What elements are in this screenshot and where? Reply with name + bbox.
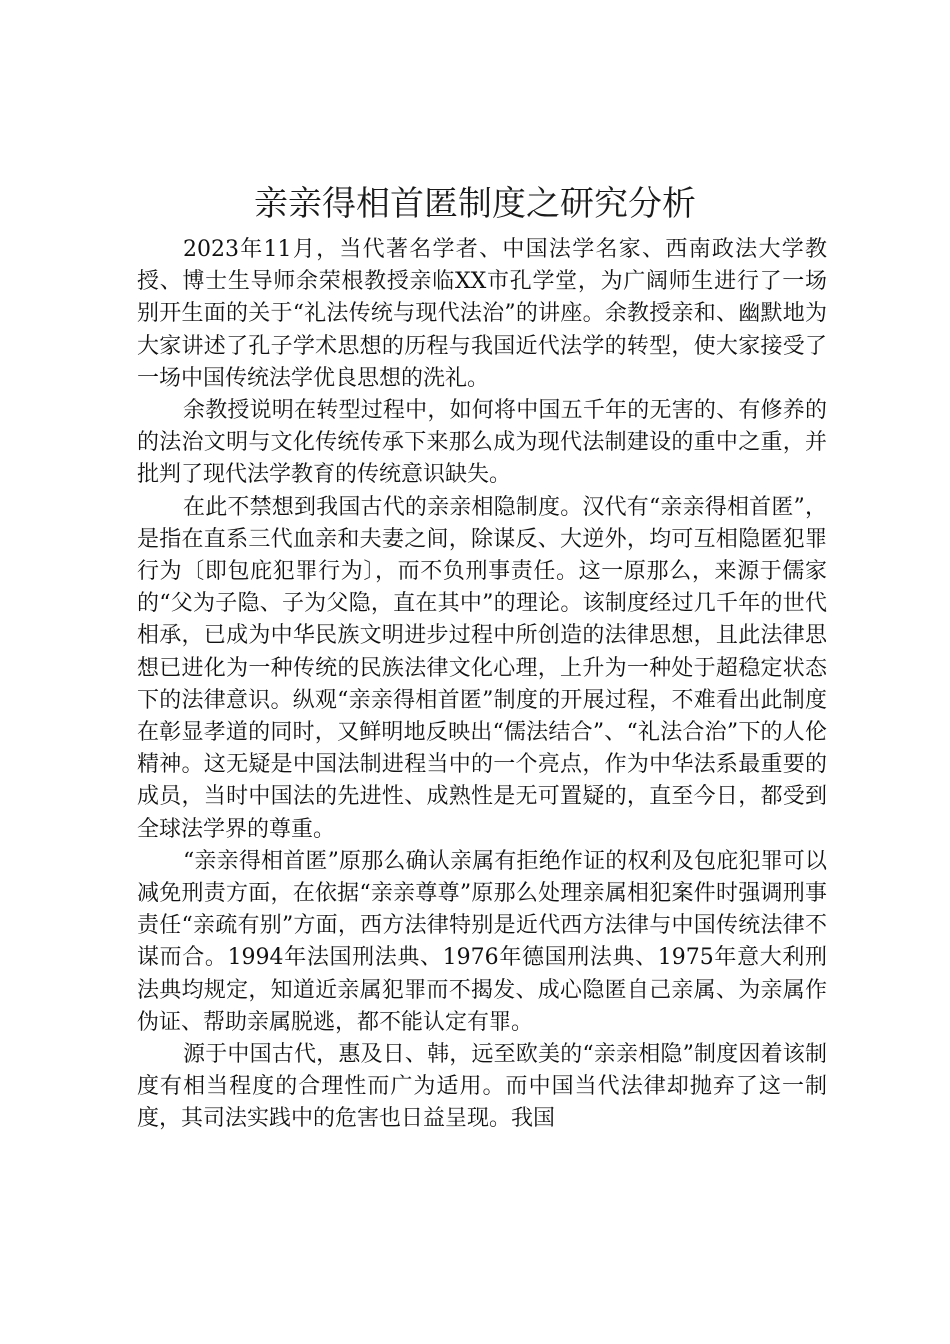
paragraph: 余教授说明在转型过程中，如何将中国五千年的无害的、有修养的的法治文明与文化传统传承下来那么成为现代法制建设的重中之重，并批判了现代法学教育的传统意识缺失。 bbox=[137, 398, 827, 488]
paragraph: 在此不禁想到我国古代的亲亲相隐制度。汉代有“亲亲得相首匿”，是指在直系三代血亲和夫妻之间，除谋反、大逆外，均可互相隐匿犯罪行为〔即包庇犯罪行为〕，而不负刑事责任。这一原那么，来源于儒家的“父为子隐、子为父隐，直在其中”的理论。该制度经过几千年的世代相承，已成为中华民族文明进步过程中所创造的法律思想，且此法律思想已进化为一种传统的民族法律文化心理，上升为一种处于超稳定状态下的法律意识。纵观“亲亲得相首匿”制度的开展过程，不难看出此制度在彰显孝道的同时，又鲜明地反映出“儒法结合”、“礼法合治”下的人伦精神。这无疑是中国法制进程当中的一个亮点，作为中华法系最重要的成员，当时中国法的先进性、成熟性是无可置疑的，直至今日，都受到全球法学界的尊重。 bbox=[137, 494, 827, 842]
paragraph: “亲亲得相首匿”原那么确认亲属有拒绝作证的权利及包庇犯罪可以减免刑责方面，在依据“亲亲尊尊”原那么处理亲属相犯案件时强调刑事责任“亲疏有别”方面，西方法律特别是近代西方法律与中国传统法律不谋而合。1994年法国刑法典、1976年德国刑法典、1975年意大利刑法典均规定，知道近亲属犯罪而不揭发、成心隐匿自己亲属、为亲属作伪证、帮助亲属脱逃，都不能认定有罪。 bbox=[137, 848, 827, 1035]
paragraph: 2023年11月，当代著名学者、中国法学名家、西南政法大学教授、博士生导师余荣根教授亲临XX市孔学堂，为广阔师生进行了一场别开生面的关于“礼法传统与现代法治”的讲座。余教授亲和、幽默地为大家讲述了孔子学术思想的历程与我国近代法学的转型，使大家接受了一场中国传统法学优良思想的洗礼。 bbox=[137, 237, 827, 391]
document-body bbox=[137, 234, 827, 1136]
document-title: 亲亲得相首匿制度之研究分析 bbox=[254, 184, 696, 224]
paragraph: 源于中国古代，惠及日、韩，远至欧美的“亲亲相隐”制度因着该制度有相当程度的合理性而广为适用。而中国当代法律却抛弃了这一制度，其司法实践中的危害也日益呈现。我国 bbox=[137, 1042, 827, 1132]
